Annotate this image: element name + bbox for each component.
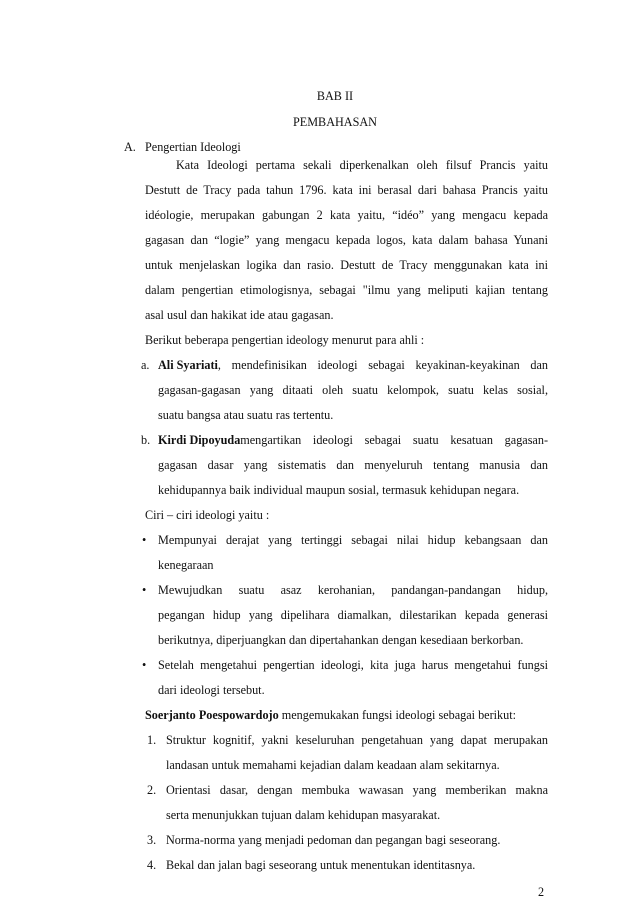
list-marker: a. [141, 358, 150, 372]
paragraph-line: idéologie, merupakan gabungan 2 kata yaitu, “idéo” yang mengacu kepada [145, 208, 548, 222]
characteristics-intro: Ciri – ciri ideologi yaitu : [145, 508, 270, 522]
definition-a-line [158, 357, 548, 373]
definition-text: gagasan dasar yang sistematis dan menyeluruh tentang manusia dan [158, 458, 548, 472]
list-number: 1. [147, 733, 157, 747]
paragraph-line: asal usul dan hakikat ide atau gagasan. [145, 308, 334, 322]
bullet-text: pegangan hidup yang dipelihara diamalkan, dilestarikan kepada generasi [158, 608, 548, 622]
bullet-marker: • [142, 533, 147, 547]
definition-text: gagasan-gagasan yang ditaati oleh suatu kelompok, suatu kelas sosial, [158, 383, 548, 397]
section-marker: A. [124, 140, 136, 154]
list-number: 3. [147, 833, 157, 847]
list-number: 2. [147, 783, 157, 797]
bullet-text: berikutnya, diperjuangkan dan dipertahankan dengan kesediaan berkorban. [158, 633, 524, 647]
list-marker: b. [141, 433, 151, 447]
author-name: Soerjanto Poespowardojo [145, 708, 279, 722]
author-name: Kirdi Dipoyuda [158, 433, 241, 447]
definition-text: , mendefinisikan ideologi sebagai keyakinan-keyakinan dan [217, 358, 548, 372]
functions-intro [145, 707, 516, 723]
chapter-number: BAB II [316, 89, 354, 103]
definitions-intro: Berikut beberapa pengertian ideology menurut para ahli : [145, 333, 425, 347]
numbered-text: serta menunjukkan tujuan dalam kehidupan masyarakat. [166, 808, 441, 822]
definition-text: suatu bangsa atau suatu ras tertentu. [158, 408, 334, 422]
numbered-text: Bekal dan jalan bagi seseorang untuk menentukan identitasnya. [166, 858, 476, 872]
page-number: 2 [538, 885, 545, 899]
bullet-marker: • [142, 583, 147, 597]
numbered-text: Struktur kognitif, yakni keseluruhan pengetahuan yang dapat merupakan [166, 733, 548, 747]
list-number: 4. [147, 858, 157, 872]
paragraph-line: Destutt de Tracy pada tahun 1796. kata ini berasal dari bahasa Prancis yaitu [145, 183, 548, 197]
bullet-text: Setelah mengetahui pengertian ideologi, kita juga harus mengetahui fungsi [158, 658, 548, 672]
bullet-text: Mempunyai derajat yang tertinggi sebagai nilai hidup kebangsaan dan [158, 533, 548, 547]
paragraph-line: gagasan dan “logie” yang mengacu kepada logos, kata dalam bahasa Yunani [145, 233, 548, 247]
bullet-text: Mewujudkan suatu asaz kerohanian, pandangan-pandangan hidup, [158, 583, 548, 597]
bullet-text: kenegaraan [158, 558, 214, 572]
definition-text: kehidupannya baik individual maupun sosial, termasuk kehidupan negara. [158, 483, 520, 497]
section-title: Pengertian Ideologi [145, 140, 241, 154]
author-name: Ali Syariati [158, 358, 218, 372]
chapter-title: PEMBAHASAN [293, 115, 377, 129]
definition-text: mengartikan ideologi sebagai suatu kesatuan gagasan- [240, 433, 548, 447]
functions-intro-text: mengemukakan fungsi ideologi sebagai berikut: [278, 708, 516, 722]
numbered-text: Orientasi dasar, dengan membuka wawasan yang memberikan makna [166, 783, 548, 797]
definition-b-line [158, 432, 548, 448]
numbered-text: Norma-norma yang menjadi pedoman dan pegangan bagi seseorang. [166, 833, 501, 847]
numbered-text: landasan untuk memahami kejadian dalam keadaan alam sekitarnya. [166, 758, 500, 772]
paragraph-line: Kata Ideologi pertama sekali diperkenalkan oleh filsuf Prancis yaitu [176, 158, 548, 172]
paragraph-line: untuk menjelaskan logika dan rasio. Destutt de Tracy menggunakan kata ini [145, 258, 548, 272]
bullet-text: dari ideologi tersebut. [158, 683, 265, 697]
paragraph-line: dalam pengertian etimologisnya, sebagai "ilmu yang meliputi kajian tentang [145, 283, 548, 297]
bullet-marker: • [142, 658, 147, 672]
